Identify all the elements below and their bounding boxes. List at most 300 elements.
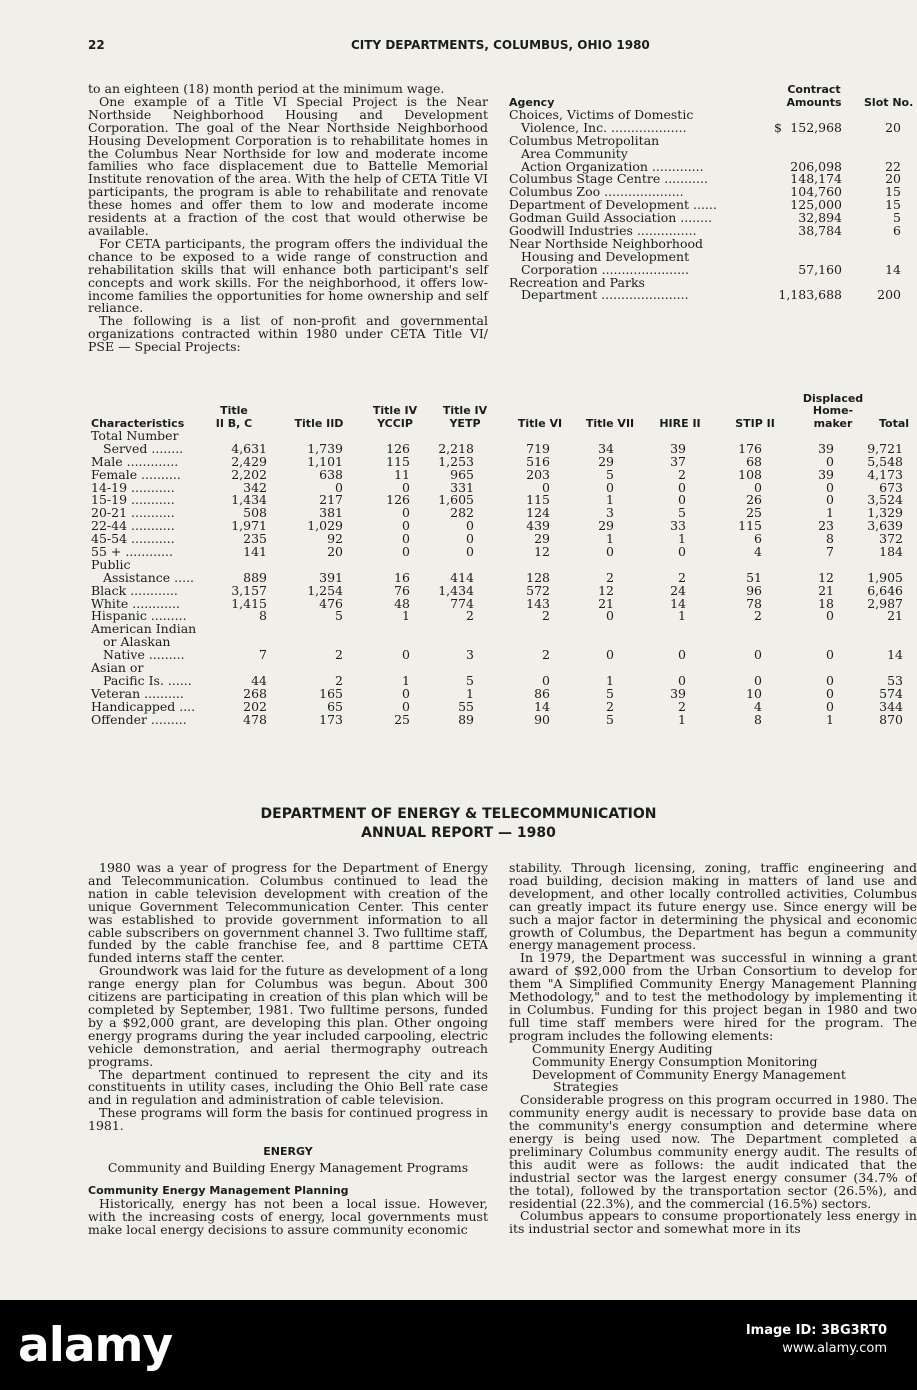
column-header: Total [878,416,910,430]
table-cell: 3,524 [867,492,903,508]
alamy-logo: alamy [18,1318,173,1373]
slot-number: 20 [885,119,901,135]
energy-heading: ENERGY [263,1145,313,1159]
table-cell: 2 [606,698,614,714]
table-cell: 21 [818,582,834,598]
table-cell: 115 [386,453,410,469]
table-cell: 2 [754,608,762,624]
table-cell: 2,202 [231,466,267,482]
table-cell: 78 [746,595,762,611]
table-cell: 25 [746,505,762,521]
table-row [88,623,917,636]
table-cell: 0 [826,698,834,714]
row-label: 20-21 ........... [91,505,175,521]
table-cell: 439 [526,518,550,534]
row-label: Hispanic ......... [91,608,187,624]
table-cell: 0 [402,685,410,701]
table-cell: 1,739 [307,440,343,456]
table-cell: 2 [678,569,686,585]
contract-amount: 104,760 [790,184,842,200]
table-cell: 8 [259,608,267,624]
table-cell: 2 [466,608,474,624]
table-cell: 29 [534,531,550,547]
table-cell: 391 [319,569,343,585]
table-cell: 8 [754,711,762,727]
table-cell: 18 [818,595,834,611]
table-cell: 5 [466,672,474,688]
table-cell: 1 [606,672,614,688]
table-row [88,662,917,675]
table-cell: 0 [678,544,686,560]
row-label: Total Number [91,428,179,443]
contract-amount: 125,000 [790,197,842,213]
table-cell: 574 [879,685,903,701]
agency-name: Action Organization ............. [521,158,704,174]
table-cell: 774 [450,595,474,611]
table-cell: 1 [606,492,614,508]
table-row [88,610,917,623]
table-row [88,533,917,546]
paragraph: stability. Through licensing, zoning, traffic engineering and road building, decision making in matters of land use and development, and other locally controlled activities, Columbus can greatly impact its future energy use. Since energy will be such a major factor in determining the physical and economic growth of Columbus, the Department has begun a community energy management process. [509,860,917,953]
agency-row [509,289,917,302]
table-cell: 12 [598,582,614,598]
paragraph: to an eighteen (18) month period at the minimum wage. [88,81,445,96]
table-cell: 7 [259,647,267,663]
table-cell: 92 [327,531,343,547]
table-cell: 0 [606,647,614,663]
table-cell: 1,329 [867,505,903,521]
column-header: Characteristics [91,416,185,430]
table-cell: 0 [678,492,686,508]
table-cell: 184 [879,544,903,560]
table-cell: 0 [826,608,834,624]
row-label: 55 + ............ [91,544,174,560]
table-cell: 1,434 [231,492,267,508]
table-cell: 889 [243,569,267,585]
row-label: Female .......... [91,466,181,482]
table-cell: 0 [402,518,410,534]
table-cell: 14 [670,595,686,611]
table-cell: 0 [606,544,614,560]
agency-name: Department ...................... [521,287,689,303]
table-cell: 126 [386,440,410,456]
table-cell: 76 [394,582,410,598]
table-cell: 1 [678,711,686,727]
table-row [88,569,917,585]
table-cell: 5 [606,685,614,701]
agency-name: Area Community [521,145,628,161]
table-cell: 89 [458,711,474,727]
table-cell: 476 [319,595,343,611]
agency-table [509,83,917,302]
row-label: 45-54 ........... [91,531,175,547]
table-cell: 344 [879,698,903,714]
table-cell: 0 [466,518,474,534]
table-cell: 124 [526,505,550,521]
table-cell: 0 [678,479,686,495]
table-cell: 203 [526,466,550,482]
table-cell: 1,029 [307,518,343,534]
table-cell: 0 [678,647,686,663]
agency-name: Violence, Inc. ................... [521,119,687,135]
row-label: Male ............. [91,453,179,469]
image-id-block [746,1322,887,1358]
table-cell: 165 [319,685,343,701]
table-cell: 0 [402,531,410,547]
table-cell: 55 [458,698,474,714]
table-cell: 1 [678,608,686,624]
table-cell: 1 [826,505,834,521]
table-cell: 0 [402,505,410,521]
table-cell: 10 [746,685,762,701]
table-row [88,440,917,456]
row-label: Assistance ..... [103,569,195,585]
table-cell: 5 [606,466,614,482]
table-cell: 508 [243,505,267,521]
row-label: American Indian [91,621,197,637]
table-cell: 12 [534,544,550,560]
table-cell: 20 [327,544,343,560]
table-cell: 86 [534,685,550,701]
table-row [88,711,917,727]
table-cell: 96 [746,582,762,598]
agency-name: Columbus Zoo .................... [509,184,684,200]
table-cell: 44 [251,672,267,688]
table-cell: 2 [542,647,550,663]
table-cell: 381 [319,505,343,521]
table-cell: 33 [670,518,686,534]
table-row [88,507,917,520]
table-row [88,649,917,662]
contract-amount: 57,160 [798,261,842,277]
table-cell: 1,415 [231,595,267,611]
paragraph: The department continued to represent the city and its constituents in utility cases, including the Ohio Bell rate case and in regulation and administration of cable television. [88,1066,488,1108]
table-cell: 0 [678,672,686,688]
table-cell: 0 [754,479,762,495]
bottom-left-column [88,862,488,1236]
table-cell: 90 [534,711,550,727]
paragraph: 1980 was a year of progress for the Department of Energy and Telecommunication. Columbus continued to lead the nation in cable television development with creation of the unique Government Telecommunication Center. This center was established to provide government information to all cable subscribers on government channel 3. Two fulltime staff, funded by the cable franchise fee, and 8 parttime CETA funded interns staff the center. [88,860,488,966]
table-row [88,494,917,507]
energy-subheading: Community and Building Energy Management Programs [107,1159,469,1175]
table-cell: 29 [598,518,614,534]
slot-number: 15 [885,184,901,200]
table-row [88,479,917,495]
agency-name: Recreation and Parks [509,274,645,290]
row-label: 15-19 ........... [91,492,175,508]
table-cell: 0 [335,479,343,495]
contract-amount: 32,894 [798,210,842,226]
row-label: White ............ [91,595,180,611]
department-title: DEPARTMENT OF ENERGY & TELECOMMUNICATION ANNUAL REPORT — 1980 [260,806,657,841]
table-cell: 0 [402,698,410,714]
table-cell: 5,548 [867,453,903,469]
table-cell: 0 [466,544,474,560]
table-cell: 29 [598,453,614,469]
table-cell: 2,987 [867,595,903,611]
image-id: Image ID: 3BG3RT0 [745,1323,887,1338]
column-header: Title IV YETP [442,404,488,430]
table-cell: 39 [818,466,834,482]
table-cell: 0 [402,647,410,663]
table-cell: 24 [670,582,686,598]
table-cell: 0 [754,647,762,663]
table-cell: 1,971 [231,518,267,534]
table-cell: 2 [335,672,343,688]
dollar-sign: $ [774,119,782,135]
table-row [88,430,917,443]
column-header: Displaced Home- maker [802,391,864,430]
paragraph: Columbus appears to consume proportionately less energy in its industrial sector and somewhat more in its [509,1208,917,1237]
table-cell: 4,173 [867,466,903,482]
table-cell: 0 [826,647,834,663]
table-cell: 0 [826,672,834,688]
running-title: CITY DEPARTMENTS, COLUMBUS, OHIO 1980 [351,38,650,52]
table-cell: 108 [738,466,762,482]
column-header: Title IV YCCIP [372,404,418,430]
left-column-top [88,83,488,354]
row-label: Veteran .......... [91,685,184,701]
table-cell: 1 [466,685,474,701]
header-agency: Agency [509,96,555,109]
agency-name: Godman Guild Association ........ [509,210,713,226]
table-cell: 3,639 [867,518,903,534]
table-cell: 0 [402,479,410,495]
column-header: Title IID [294,416,344,430]
row-label: 14-19 ........... [91,479,175,495]
table-row [88,595,917,611]
table-cell: 0 [826,479,834,495]
column-header: Title VII [585,416,635,430]
agency-name: Near Northside Neighborhood [509,235,704,251]
table-cell: 0 [402,544,410,560]
row-label: Pacific Is. ...... [103,672,192,688]
table-cell: 372 [879,531,903,547]
table-cell: 1,101 [307,453,343,469]
contract-amount: 1,183,688 [778,287,842,303]
table-row [88,698,917,714]
table-cell: 65 [327,698,343,714]
paragraph: Groundwork was laid for the future as development of a long range energy plan for Columbus was begun. About 300 citizens are participating in creation of this plan which will be completed by September, 1981. Two fulltime persons, funded by a $92,000 grant, are developing this plan. Other ongoing energy programs during the year included carpooling, electric vehicle demonstration, and aerial thermography outreach programs. [88,963,488,1069]
paragraph: The following is a list of non-profit and governmental organizations contracted within 1980 under CETA Title VI/ PSE — Special Projects: [88,313,488,355]
agency-name: Columbus Metropolitan [509,132,660,148]
table-row [88,672,917,688]
table-cell: 965 [450,466,474,482]
slot-number: 5 [893,210,901,226]
table-cell: 68 [746,453,762,469]
table-cell: 12 [818,569,834,585]
agency-table-header [509,83,917,109]
table-cell: 115 [738,518,762,534]
table-cell: 2 [335,647,343,663]
table-cell: 14 [887,647,903,663]
list-item: Development of Community Energy Management [532,1066,846,1082]
table-cell: 1 [402,608,410,624]
table-cell: 34 [598,440,614,456]
agency-name: Corporation ...................... [521,261,690,277]
table-cell: 141 [243,544,267,560]
paragraph: In 1979, the Department was successful in winning a grant award of $92,000 from the Urban Consortium to develop for them "A Simplified Community Energy Management Planning Methodology," and to test the methodology by implementing it in Columbus. Funding for this project began in 1980 and two full time staff members were hired for the program. The program includes the following elements: [509,950,917,1043]
table-cell: 26 [746,492,762,508]
table-cell: 2,218 [438,440,474,456]
table-cell: 1,434 [438,582,474,598]
row-label: Black ............ [91,582,178,598]
column-header: STIP II [735,416,775,430]
table-cell: 0 [754,672,762,688]
table-cell: 25 [394,711,410,727]
table-cell: 4 [754,544,762,560]
agency-name: Choices, Victims of Domestic [509,107,694,122]
table-cell: 143 [526,595,550,611]
slot-number: 15 [885,197,901,213]
row-label: Asian or [91,660,144,676]
table-cell: 1 [606,531,614,547]
paragraph: For CETA participants, the program offers the individual the chance to be exposed to a wide range of construction and rehabilitation skills that will enhance both participant's self concepts and work skills. For the neighborhood, it offers low-income families the opportunities for home ownership and self reliance. [88,235,488,316]
table-cell: 0 [606,479,614,495]
table-row [88,546,917,559]
table-cell: 1,253 [438,453,474,469]
table-cell: 235 [243,531,267,547]
row-label: Native ......... [103,647,185,663]
paragraph: Historically, energy has not been a local issue. However, with the increasing costs of energy, local governments must make local energy decisions to assure community economic [88,1195,488,1237]
slot-number: 20 [885,171,901,187]
table-cell: 572 [526,582,550,598]
table-cell: 1,254 [307,582,343,598]
table-cell: 51 [746,569,762,585]
table-cell: 2 [542,608,550,624]
table-cell: 719 [526,440,550,456]
table-cell: 217 [319,492,343,508]
agency-name: Department of Development ...... [509,197,717,213]
table-cell: 1,605 [438,492,474,508]
table-cell: 8 [826,531,834,547]
table-cell: 6 [754,531,762,547]
agency-name: Columbus Stage Centre ........... [509,171,708,187]
table-cell: 1 [826,711,834,727]
slot-number: 14 [885,261,901,277]
characteristics-table [88,389,917,726]
table-cell: 4 [754,698,762,714]
table-cell: 48 [394,595,410,611]
table-cell: 23 [818,518,834,534]
planning-heading: Community Energy Management Planning [88,1183,349,1197]
table-cell: 1,905 [867,569,903,585]
table-cell: 115 [526,492,550,508]
table-cell: 1 [678,531,686,547]
row-label: 22-44 ........... [91,518,175,534]
column-header: Title VI [517,416,563,430]
table-cell: 0 [826,685,834,701]
table-cell: 478 [243,711,267,727]
table-cell: 7 [826,544,834,560]
table-cell: 331 [450,479,474,495]
characteristics-table-header [88,389,917,430]
contract-amount: 152,968 [790,119,842,135]
table-cell: 4,631 [231,440,267,456]
table-row [88,636,917,649]
table-row [88,685,917,701]
table-cell: 282 [450,505,474,521]
table-cell: 6,646 [867,582,903,598]
table-cell: 342 [243,479,267,495]
column-header: Title II B, C [215,404,253,430]
table-cell: 173 [319,711,343,727]
table-cell: 516 [526,453,550,469]
stock-watermark-banner [0,1300,917,1390]
row-label: Served ........ [103,440,184,456]
paragraph: One example of a Title VI Special Project is the Near Northside Neighborhood Housing and Development Corporation. The goal of the Near Northside Neighborhood Housing Development Corporation is to rehabilitate homes in the Columbus Near Northside for low and moderate income families who face displacement due to Battelle Memorial Institute renovation of the area. With the help of CETA Title VI participants, the program is able to rehabilitate and renovate these homes and offer them to low and moderate income residents at a fraction of the cost that would otherwise be available. [88,93,488,238]
header-slot: Slot No. [864,96,914,109]
table-cell: 2 [606,569,614,585]
table-cell: 5 [678,505,686,521]
table-cell: 0 [466,531,474,547]
table-cell: 202 [243,698,267,714]
slot-number: 200 [877,287,901,303]
table-cell: 0 [606,608,614,624]
table-cell: 0 [542,672,550,688]
table-cell: 2,429 [231,453,267,469]
table-row [88,582,917,598]
table-row [88,453,917,469]
table-cell: 39 [670,685,686,701]
contract-amount: 38,784 [798,223,842,239]
paragraph: These programs will form the basis for continued progress in 1981. [88,1105,488,1134]
slot-number: 6 [893,223,901,239]
table-cell: 1 [402,672,410,688]
bottom-right-column [509,862,917,1236]
table-cell: 3,157 [231,582,267,598]
site-url: www.alamy.com [782,1341,887,1356]
header-amounts: Contract Amounts [786,83,842,109]
table-cell: 39 [818,440,834,456]
page-number: 22 [88,38,105,52]
table-cell: 21 [598,595,614,611]
table-cell: 126 [386,492,410,508]
paragraph: Considerable progress on this program occurred in 1980. The community energy audit is necessary to provide base data on the community's energy consumption and determine where energy is being used now. The Department completed a preliminary Columbus community energy audit. The results of this audit were as follows: the audit indicated that the industrial sector was the largest energy consumer (34.7% of the total), followed by the transportation sector (26.5%), and residential (22.3%), and the commercial (16.5%) sectors. [509,1092,917,1211]
row-label: Offender ......... [91,711,187,727]
agency-name: Goodwill Industries ............... [509,223,697,239]
table-cell: 53 [887,672,903,688]
list-item-continued: Strategies [553,1079,619,1095]
table-cell: 21 [887,608,903,624]
row-label: Public [91,556,131,572]
table-cell: 11 [394,466,410,482]
table-cell: 3 [466,647,474,663]
table-cell: 3 [606,505,614,521]
table-cell: 128 [526,569,550,585]
table-cell: 39 [670,440,686,456]
slot-number: 22 [885,158,901,174]
row-label: or Alaskan [103,634,171,650]
table-cell: 268 [243,685,267,701]
table-cell: 870 [879,711,903,727]
running-header [0,38,917,56]
contract-amount: 206,098 [790,158,842,174]
list-item: Community Energy Consumption Monitoring [532,1053,818,1069]
table-cell: 37 [670,453,686,469]
table-row [88,556,917,572]
table-cell: 5 [606,711,614,727]
table-cell: 0 [542,479,550,495]
table-cell: 0 [826,453,834,469]
table-row [88,520,917,533]
table-cell: 638 [319,466,343,482]
table-row [88,466,917,482]
agency-name: Housing and Development [521,248,690,264]
table-cell: 176 [738,440,762,456]
table-cell: 673 [879,479,903,495]
table-cell: 16 [394,569,410,585]
